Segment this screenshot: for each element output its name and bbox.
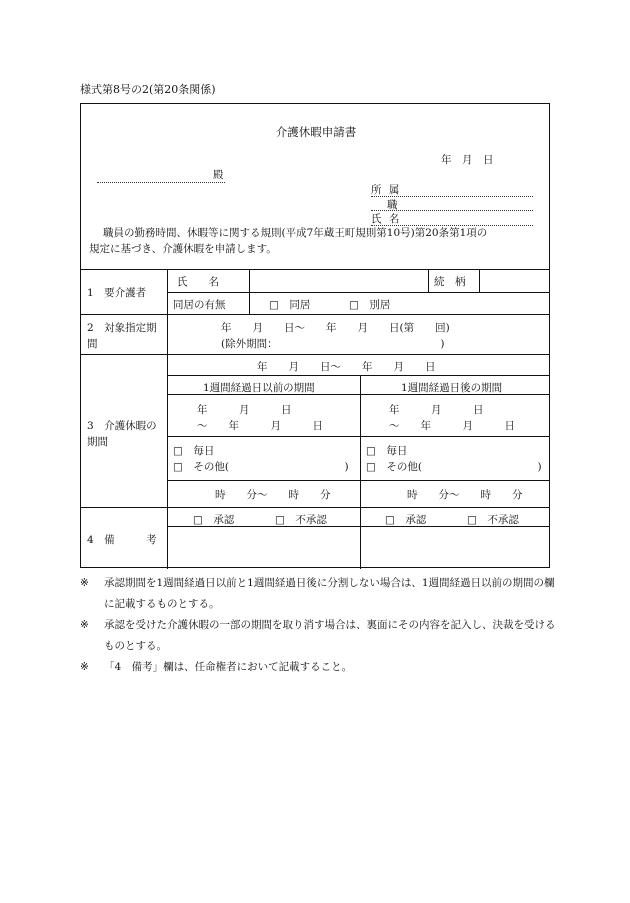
section4-label: 4 備 考 xyxy=(87,534,157,546)
note-1 xyxy=(80,573,560,615)
after-date-from: 年 月 日 xyxy=(389,404,484,416)
note-1-mark: ※ xyxy=(80,577,89,589)
cohabit-together-checkbox[interactable]: □ 同居 xyxy=(269,299,311,311)
note-3-mark: ※ xyxy=(80,661,89,673)
after-reject-checkbox[interactable]: □ 不承認 xyxy=(467,514,519,526)
before-week-header: 1週間経過日以前の期間 xyxy=(203,382,315,394)
affiliation-label: 所 属 xyxy=(371,184,402,196)
before-daily-checkbox[interactable]: □ 毎日 xyxy=(173,445,215,457)
before-date-from: 年 月 日 xyxy=(197,404,292,416)
before-approve-checkbox[interactable]: □ 承認 xyxy=(193,514,235,526)
form-title: 介護休暇申請書 xyxy=(275,125,357,139)
statement-line-1: 職員の勤務時間、休暇等に関する規則(平成7年蔵王町規則第10号)第20条第1項の xyxy=(103,227,488,239)
before-reject-checkbox[interactable]: □ 不承認 xyxy=(275,514,327,526)
note-3 xyxy=(80,657,560,678)
form-number-label: 様式第8号の2(第20条関係) xyxy=(80,83,216,96)
note-2-mark: ※ xyxy=(80,619,89,631)
application-form xyxy=(80,103,550,568)
relationship-label: 続 柄 xyxy=(434,276,466,288)
section2-label-line2: 間 xyxy=(87,338,98,350)
cohabitation-label: 同居の有無 xyxy=(173,299,226,311)
section3-label-line2: 期間 xyxy=(87,436,108,448)
cohabit-separate-checkbox[interactable]: □ 別居 xyxy=(349,299,391,311)
note-3-text: 「4 備考」欄は、任命権者において記載すること。 xyxy=(104,661,353,673)
addressee-dotted-line xyxy=(97,182,225,183)
after-other-checkbox[interactable]: □ その他( ) xyxy=(366,461,542,473)
care-recipient-name-label: 氏 名 xyxy=(177,276,219,288)
care-leave-full-period: 年 月 日〜 年 月 日 xyxy=(257,361,436,373)
after-week-header: 1週間経過日後の期間 xyxy=(401,382,503,394)
note-2 xyxy=(80,615,560,657)
after-date-to: 〜 年 月 日 xyxy=(389,420,515,432)
section3-label-line1: 3 介護休暇の xyxy=(87,420,157,432)
designated-period: 年 月 日〜 年 月 日(第 回) xyxy=(221,322,450,334)
notes-section xyxy=(80,573,560,678)
position-label: 職 xyxy=(387,199,398,211)
note-1-text: 承認期間を1週間経過日以前と1週間経過日後に分割しない場合は、1週間経過日以前の期間の欄に記載するものとする。 xyxy=(104,577,555,610)
before-time-range: 時 分〜 時 分 xyxy=(215,489,331,501)
after-time-range: 時 分〜 時 分 xyxy=(407,489,523,501)
before-date-to: 〜 年 月 日 xyxy=(197,420,323,432)
before-other-checkbox[interactable]: □ その他( ) xyxy=(173,461,349,473)
section2-label-line1: 2 対象指定期 xyxy=(87,322,157,334)
after-approve-checkbox[interactable]: □ 承認 xyxy=(385,514,427,526)
name-label: 氏 名 xyxy=(371,213,402,225)
excluded-period: (除外期間： ) xyxy=(221,338,445,350)
after-daily-checkbox[interactable]: □ 毎日 xyxy=(366,445,408,457)
section1-label: 1 要介護者 xyxy=(87,287,147,299)
addressee-suffix: 殿 xyxy=(213,169,224,181)
application-date: 年 月 日 xyxy=(441,154,494,166)
note-2-text: 承認を受けた介護休暇の一部の期間を取り消す場合は、裏面にその内容を記入し、決裁を受けるものとする。 xyxy=(104,619,556,652)
statement-line-2: 規定に基づき、介護休暇を申請します。 xyxy=(89,243,277,255)
